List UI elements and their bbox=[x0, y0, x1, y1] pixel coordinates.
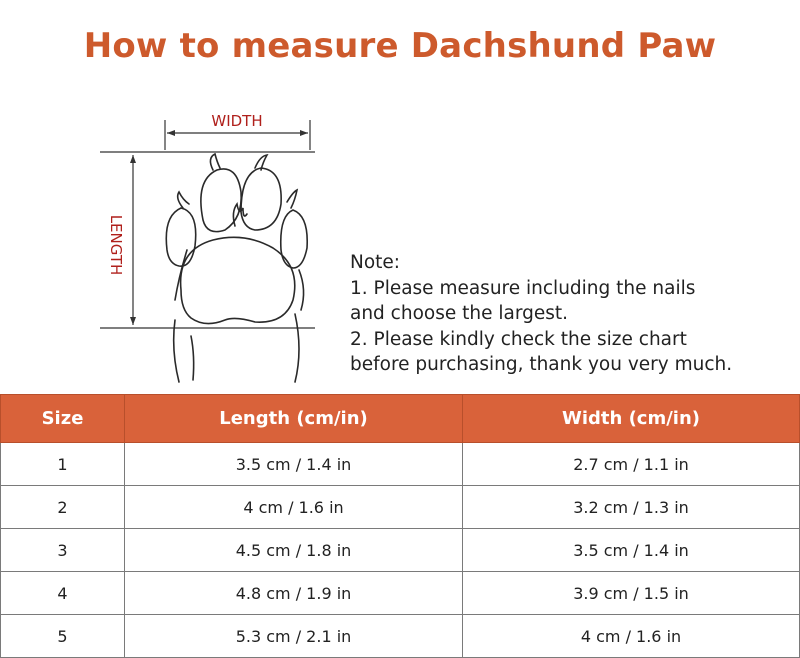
cell-width: 3.9 cm / 1.5 in bbox=[463, 572, 800, 615]
table-row bbox=[1, 486, 800, 529]
note-line: before purchasing, thank you very much. bbox=[350, 354, 733, 375]
table-row bbox=[1, 615, 800, 658]
header-size: Size bbox=[1, 395, 125, 443]
header-length: Length (cm/in) bbox=[125, 395, 463, 443]
note-line: and choose the largest. bbox=[350, 303, 569, 324]
size-chart-table bbox=[0, 394, 800, 658]
cell-length: 3.5 cm / 1.4 in bbox=[125, 443, 463, 486]
cell-length: 5.3 cm / 2.1 in bbox=[125, 615, 463, 658]
paw-measurement-diagram bbox=[95, 100, 335, 390]
cell-width: 3.2 cm / 1.3 in bbox=[463, 486, 800, 529]
cell-length: 4.5 cm / 1.8 in bbox=[125, 529, 463, 572]
cell-width: 4 cm / 1.6 in bbox=[463, 615, 800, 658]
page-title: How to measure Dachshund Paw bbox=[83, 26, 717, 66]
note-line: 2. Please kindly check the size chart bbox=[350, 328, 687, 350]
header-width: Width (cm/in) bbox=[463, 395, 800, 443]
cell-size: 3 bbox=[1, 529, 125, 572]
cell-width: 3.5 cm / 1.4 in bbox=[463, 529, 800, 572]
table-header-row bbox=[1, 395, 800, 443]
cell-size: 1 bbox=[1, 443, 125, 486]
width-label: WIDTH bbox=[211, 112, 263, 130]
cell-size: 2 bbox=[1, 486, 125, 529]
note-block bbox=[350, 250, 790, 378]
note-line: 1. Please measure including the nails bbox=[350, 277, 696, 299]
length-label: LENGTH bbox=[107, 214, 125, 276]
cell-length: 4 cm / 1.6 in bbox=[125, 486, 463, 529]
table-row bbox=[1, 529, 800, 572]
cell-width: 2.7 cm / 1.1 in bbox=[463, 443, 800, 486]
cell-length: 4.8 cm / 1.9 in bbox=[125, 572, 463, 615]
cell-size: 4 bbox=[1, 572, 125, 615]
paw-sketch-icon bbox=[166, 154, 307, 382]
table-row bbox=[1, 443, 800, 486]
table-row bbox=[1, 572, 800, 615]
note-heading: Note: bbox=[350, 252, 401, 273]
cell-size: 5 bbox=[1, 615, 125, 658]
